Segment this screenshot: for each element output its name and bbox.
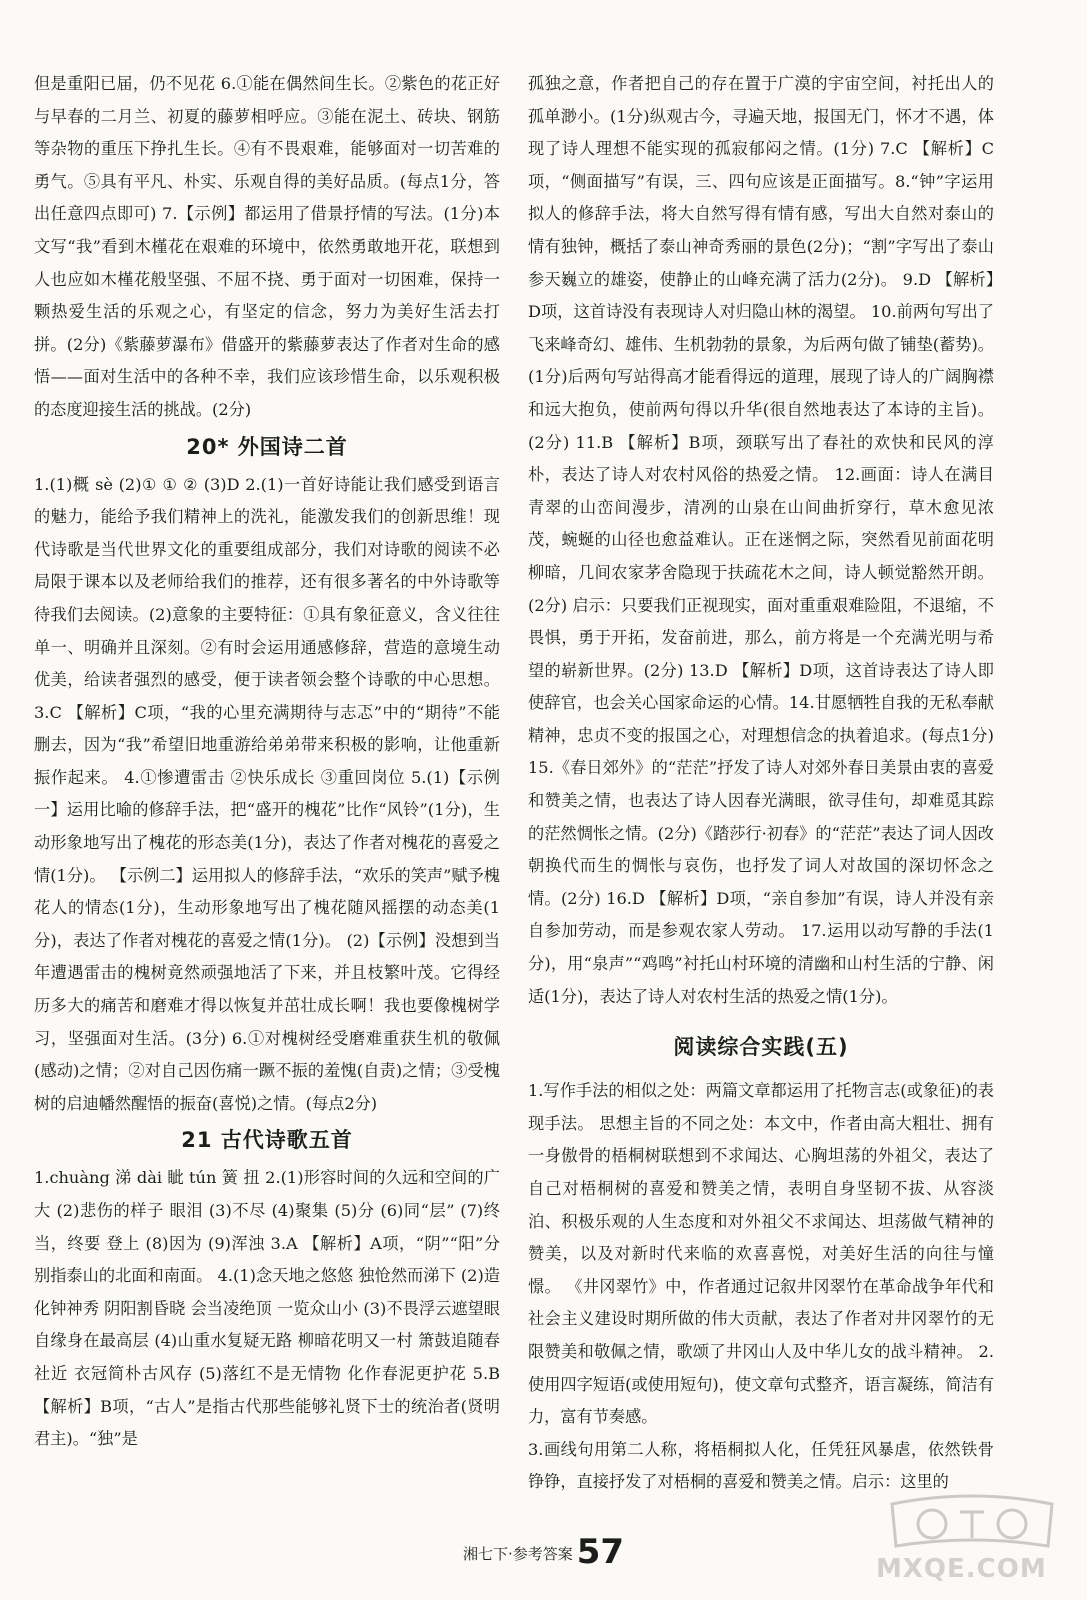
watermark-text: MXQE.COM (876, 1554, 1047, 1584)
left-column (34, 68, 500, 1456)
right-column (528, 68, 994, 1499)
answer-paragraph: 但是重阳已届，仍不见花 6.①能在偶然间生长。②紫色的花正好与早春的二月兰、初夏的藤萝相呼应。③能在泥土、砖块、钢筋等杂物的重压下挣扎生长。④有不畏艰难，能够面对一切苦难的勇气。⑤具有平凡、朴实、乐观自得的美好品质。(每点1分，答出任意四点即可) 7.【示例】都运用了借景抒情的写法。(1分)本文写“我”看到木槿花在艰难的环境中，依然勇敢地开花，联想到人也应如木槿花般坚强、不屈不挠、勇于面对一切困难，保持一颗热爱生活的乐观之心，有坚定的信念，努力为美好生活去打拼。(2分)《紫藤萝瀑布》借盛开的紫藤萝表达了作者对生命的感悟——面对生活中的各种不幸，我们应该珍惜生命，以乐观积极的态度迎接生活的挑战。(2分) (34, 74, 500, 419)
answer-paragraph: 1.写作手法的相似之处：两篇文章都运用了托物言志(或象征)的表现手法。 思想主旨的不同之处：本文中，作者由高大粗壮、拥有一身傲骨的梧桐树联想到不求闻达、心胸坦荡的外祖父，表达了自己对梧桐树的喜爱和赞美之情，表明自身坚韧不拔、从容淡泊、积极乐观的人生态度和对外祖父不求闻达、坦荡做气精神的赞美，以及对新时代来临的欢喜喜悦，对美好生活的向往与憧憬。 《井冈翠竹》中，作者通过记叙井冈翠竹在革命战争年代和社会主义建设时期所做的伟大贡献，表达了作者对井冈翠竹的无限赞美和敬佩之情，歌颂了井冈山人及中华儿女的战斗精神。 2.使用四字短语(或使用短句)，使文章句式整齐，语言凝练，简洁有力，富有节奏感。 (528, 1081, 994, 1427)
answer-paragraph: 1.chuàng 涕 dài 眦 tún 簧 扭 2.(1)形容时间的久远和空间的广大 (2)悲伤的样子 眼泪 (3)不尽 (4)聚集 (5)分 (6)同“层” (7)终当，终要 登上 (8)因为 (9)浑浊 3.A 【解析】A项，“阴”“阳”分别指泰山的北面和南面。 4.(1)念天地之悠悠 独怆然而涕下 (2)造化钟神秀 阴阳割昏晓 会当凌绝顶 一览众山小 (3)不畏浮云遮望眼 自缘身在最高层 (4)山重水复疑无路 柳暗花明又一村 箫鼓追随春社近 衣冠简朴古风存 (5)落红不是无情物 化作春泥更护花 5.B 【解析】B项，“古人”是指古代那些能够礼贤下士的统治者(贤明君主)。“独”是 (34, 1168, 500, 1449)
watermark-logo (872, 1494, 1068, 1590)
section-heading-20: 20* 外国诗二首 (186, 434, 348, 459)
answer-paragraph: 孤独之意，作者把自己的存在置于广漠的宇宙空间，衬托出人的孤单渺小。(1分)纵观古今，寻遍天地，报国无门，怀才不遇，体现了诗人理想不能实现的孤寂郁闷之情。(1分) 7.C 【解析】C项，“侧面描写”有误，三、四句应该是正面描写。8.“钟”字运用拟人的修辞手法，将大自然写得有情有感，写出大自然对泰山的情有独钟，概括了泰山神奇秀丽的景色(2分)；“割”字写出了泰山参天巍立的雄姿，使静止的山峰充满了活力(2分)。 9.D 【解析】D项，这首诗没有表现诗人对归隐山林的渴望。 10.前两句写出了飞来峰奇幻、雄伟、生机勃勃的景象，为后两句做了铺垫(蓄势)。(1分)后两句写站得高才能看得远的道理，展现了诗人的广阔胸襟和远大抱负，使前两句得以升华(很自然地表达了本诗的主旨)。(2分) 11.B 【解析】B项，颈联写出了春社的欢快和民风的淳朴，表达了诗人对农村风俗的热爱之情。 12.画面：诗人在满目青翠的山峦间漫步，清冽的山泉在山间曲折穿行，草木愈见浓茂，蜿蜒的山径也愈益难认。正在迷惘之际，突然看见前面花明柳暗，几间农家茅舍隐现于扶疏花木之间，诗人顿觉豁然开朗。(2分) 启示：只要我们正视现实，面对重重艰难险阻，不退缩，不畏惧，勇于开拓，发奋前进，那么，前方将是一个充满光明与希望的崭新世界。(2分) 13.D 【解析】D项，这首诗表达了诗人即使辞官，也会关心国家命运的心情。14.甘愿牺牲自我的无私奉献精神，忠贞不变的报国之心，对理想信念的执着追求。(每点1分) 15.《春日郊外》的“茫茫”抒发了诗人对郊外春日美景由衷的喜爱和赞美之情，也表达了诗人因春光满眼，欲寻佳句，却难觅其踪的茫然惆怅之情。(2分)《踏莎行·初春》的“茫茫”表达了词人因改朝换代而生的惆怅与哀伤，也抒发了词人对故国的深切怀念之情。(2分) 16.D 【解析】D项，“亲自参加”有误，诗人并没有亲自参加劳动，而是参观农家人劳动。 17.运用以动写静的手法(1分)，用“泉声”“鸡鸣”衬托山村环境的清幽和山村生活的宁静、闲适(1分)，表达了诗人对农村生活的热爱之情(1分)。 (528, 74, 994, 1006)
section-heading-21: 21 古代诗歌五首 (181, 1128, 353, 1153)
answer-paragraph: 3.画线句用第二人称，将梧桐拟人化，任凭狂风暴虐，依然铁骨铮铮，直接抒发了对梧桐的喜爱和赞美之情。启示：这里的 (528, 1439, 994, 1492)
footer-label: 湘七下·参考答案 (462, 1545, 573, 1563)
answer-paragraph: 1.(1)概 sè (2)① ① ② (3)D 2.(1)一首好诗能让我们感受到语言的魅力，能给予我们精神上的洗礼，能激发我们的创新思维！现代诗歌是当代世界文化的重要组成部分，我们对诗歌的阅读不必局限于课本以及老师给我们的推荐，还有很多著名的中外诗歌等待我们去阅读。(2)意象的主要特征：①具有象征意义，含义往往单一、明确并且深刻。②有时会运用通感修辞，营造的意境生动优美，给读者强烈的感受，便于读者领会整个诗歌的中心思想。 3.C 【解析】C项，“我的心里充满期待与志忑”中的“期待”不能删去，因为“我”希望旧地重游给弟弟带来积极的影响，让他重新振作起来。 4.①惨遭雷击 ②快乐成长 ③重回岗位 5.(1)【示例一】运用比喻的修辞手法，把“盛开的槐花”比作“风铃”(1分)，生动形象地写出了槐花的形态美(1分)，表达了作者对槐花的喜爱之情(1分)。 【示例二】运用拟人的修辞手法，“欢乐的笑声”赋予槐花人的情态(1分)，生动形象地写出了槐花随风摇摆的动态美(1分)，表达了作者对槐花的喜爱之情(1分)。 (2)【示例】没想到当年遭遇雷击的槐树竟然顽强地活了下来，并且枝繁叶茂。它得经历多大的痛苦和磨难才得以恢复并茁壮成长啊！我也要像槐树学习，坚强面对生活。(3分) 6.①对槐树经受磨难重获生机的敬佩(感动)之情；②对自己因伤痛一蹶不振的羞愧(自责)之情；③受槐树的启迪幡然醒悟的振奋(喜悦)之情。(每点2分) (34, 474, 500, 1113)
page-number: 57 (576, 1532, 625, 1572)
section-heading-reading-practice: 阅读综合实践(五) (673, 1035, 849, 1060)
watermark-seal-icon (872, 1494, 1068, 1554)
